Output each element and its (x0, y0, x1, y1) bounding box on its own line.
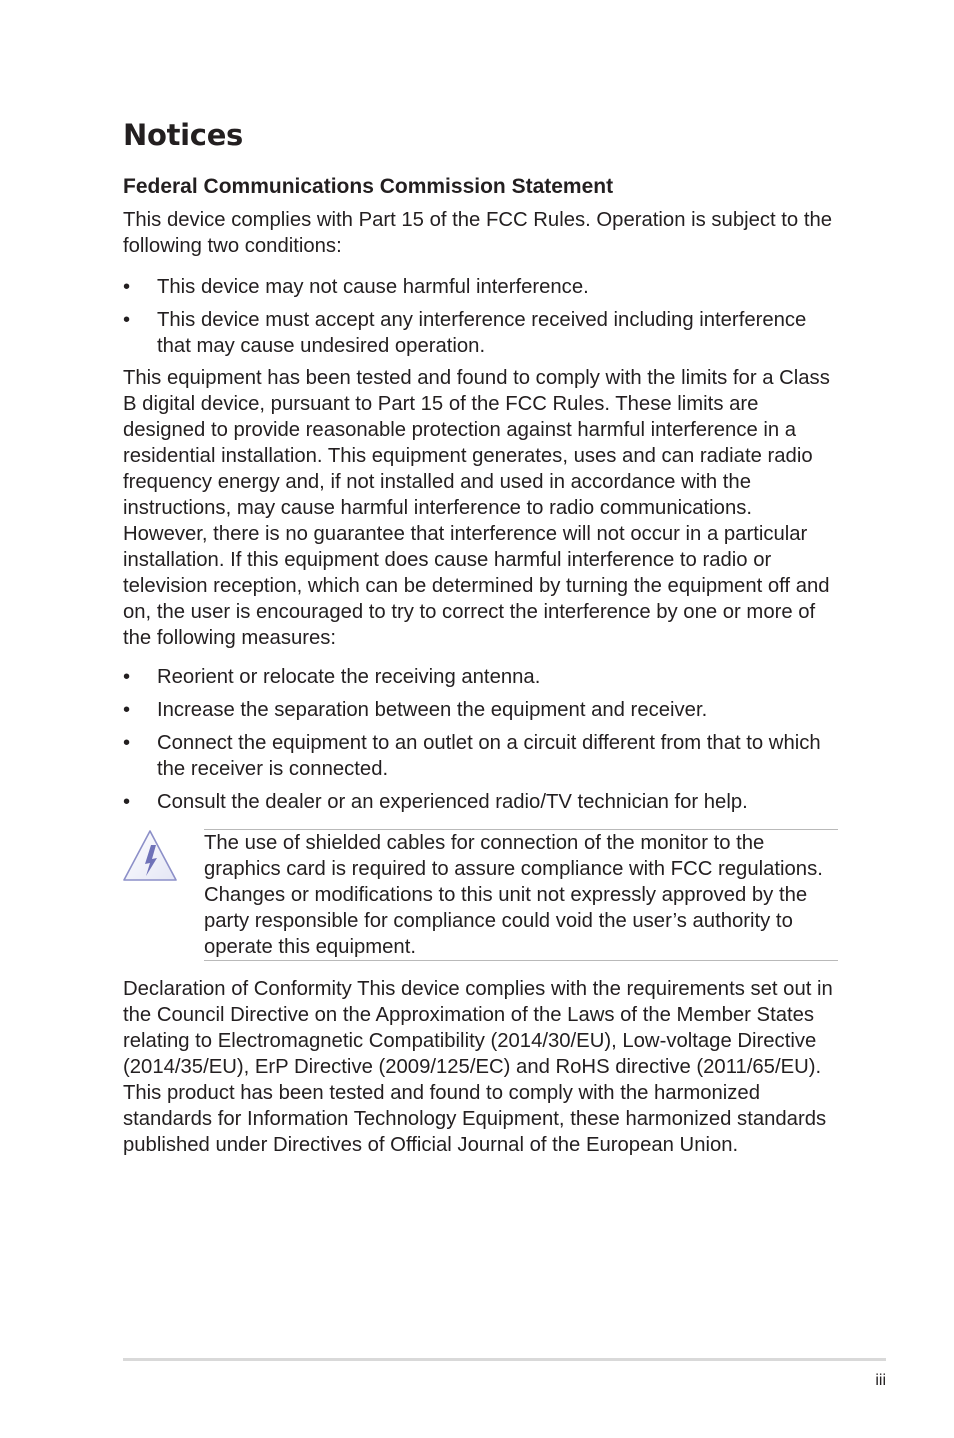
bullet-icon: • (123, 699, 131, 721)
fcc-body-paragraph: This equipment has been tested and found to comply with the limits for a Class B digital device, pursuant to Part 15 of the FCC Rules. These limits are designed to provide reasonable protection against harmful interference in a residential installation. This equipment generates, uses and can radiate radio frequency energy and, if not installed and used in accordance with the instructions, may cause harmful interference to radio communications. However, there is no guarantee that interference will not occur in a particular installation. If this equipment does cause harmful interference to radio or television reception, which can be determined by turning the equipment off and on, the user is encouraged to try to correct the interference by one or more of the following measures: (123, 367, 830, 649)
fcc-conditions-list (123, 274, 838, 366)
bullet-icon: • (123, 666, 131, 688)
declaration-paragraph: Declaration of Conformity This device complies with the requirements set out in the Council Directive on the Approximation of the Laws of the Member States relating to Electromagnetic Compatibility (2014/30/EU), Low-voltage Directive (2014/35/EU), ErP Directive (2009/125/EC) and RoHS directive (2011/65/EU). This product has been tested and found to comply with the harmonized standards for Information Technology Equipment, these harmonized standards published under Directives of Official Journal of the European Union. (123, 978, 833, 1156)
measure-text: Connect the equipment to an outlet on a circuit different from that to which the receiver is connected. (157, 732, 821, 780)
fcc-section-heading: Federal Communications Commission Statement (123, 175, 614, 198)
warning-note (123, 829, 838, 957)
measure-text: Reorient or relocate the receiving antenna. (157, 666, 541, 688)
warning-note-text: The use of shielded cables for connection of the monitor to the graphics card is required to assure compliance with FCC regulations. Changes or modifications to this unit not expressly approved by the party responsible for compliance could void the user’s authority to operate this equipment. (204, 832, 823, 958)
bullet-icon: • (123, 276, 131, 298)
list-item (123, 307, 838, 359)
bullet-icon: • (123, 791, 131, 813)
measure-text: Increase the separation between the equipment and receiver. (157, 699, 708, 721)
page-title: Notices (123, 118, 244, 152)
page-number: iii (875, 1372, 886, 1389)
list-item (123, 789, 838, 815)
fcc-intro-paragraph: This device complies with Part 15 of the FCC Rules. Operation is subject to the following two conditions: (123, 209, 833, 257)
list-item (123, 730, 838, 782)
list-item (123, 274, 838, 300)
condition-text: This device must accept any interference received including interference that may cause undesired operation. (157, 309, 807, 357)
measure-text: Consult the dealer or an experienced radio/TV technician for help. (157, 791, 748, 813)
condition-text: This device may not cause harmful interference. (157, 276, 589, 298)
fcc-measures-list (123, 664, 838, 822)
footer-divider (123, 1358, 886, 1361)
warning-lightning-icon (123, 829, 178, 883)
bullet-icon: • (123, 309, 131, 331)
bullet-icon: • (123, 732, 131, 754)
warning-note-box (204, 829, 838, 961)
list-item (123, 664, 838, 690)
list-item (123, 697, 838, 723)
